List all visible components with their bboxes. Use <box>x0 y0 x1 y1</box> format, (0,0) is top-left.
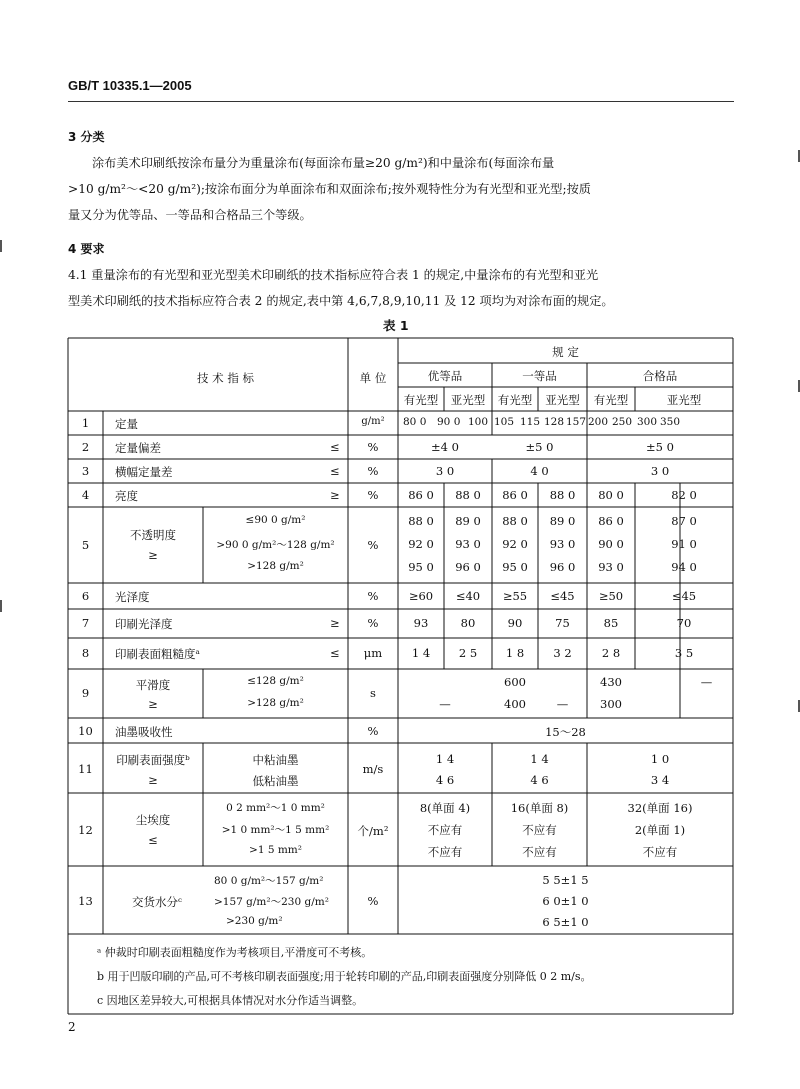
cell-value: — <box>556 697 569 711</box>
condition: 80 0 g/m²～157 g/m² <box>214 875 324 887</box>
row-number: 5 <box>81 538 90 552</box>
cell-value: 不应有 <box>522 845 557 859</box>
type-matte: 亚光型 <box>545 393 580 407</box>
cell-value: 32(单面 16) <box>627 801 693 815</box>
cell-value: 不应有 <box>522 823 557 837</box>
cell-value: 75 <box>555 616 570 630</box>
cell-value: 82 0 <box>671 488 697 502</box>
cell-value: 93 <box>413 616 429 630</box>
header-indicator: 技 术 指 标 <box>197 371 254 385</box>
cell-value: 1 4 <box>530 752 549 766</box>
cell-value: 96 0 <box>455 560 481 574</box>
cell-value: 1 4 <box>411 646 431 660</box>
cell-value: ≤40 <box>455 589 481 603</box>
cell-value: 89 0 <box>549 514 576 528</box>
cell-value: 85 <box>603 616 619 630</box>
row-name: 定量 <box>115 417 138 431</box>
cell-value: 400 <box>504 697 526 711</box>
cell-value: 2(单面 1) <box>634 823 686 837</box>
grammage-value: 350 <box>660 416 681 428</box>
row-name: 印刷表面粗糙度ᵃ <box>115 647 200 661</box>
row-unit: g/m² <box>361 416 385 427</box>
row-unit: μm <box>363 646 383 660</box>
grammage-value: 200 <box>588 416 609 428</box>
grammage-value: 250 <box>612 416 633 428</box>
cell-value: ≤45 <box>550 589 575 603</box>
cell-value: 430 <box>600 675 622 689</box>
cell-value: 6 5±1 0 <box>542 915 589 929</box>
row-number: 12 <box>78 823 93 837</box>
cell-value: 80 <box>460 616 476 630</box>
row-name: 尘埃度 <box>135 813 171 827</box>
type-glossy: 有光型 <box>403 393 439 407</box>
cell-value: 94 0 <box>671 560 697 574</box>
condition: 0 2 mm²～1 0 mm² <box>226 802 325 814</box>
row-symbol: ≥ <box>148 548 158 562</box>
row-number: 2 <box>81 440 90 454</box>
row-unit: m/s <box>362 762 384 776</box>
row-unit: % <box>367 538 379 552</box>
table-caption: 表 1 <box>383 318 409 333</box>
section-4-line: 4.1 重量涂布的有光型和亚光型美术印刷纸的技术指标应符合表 1 的规定,中量涂布的有光型和亚光 <box>68 268 599 282</box>
row-name: 定量偏差 <box>115 441 161 455</box>
grammage-value: 90 0 <box>437 416 461 428</box>
condition: >1 5 mm² <box>249 844 302 856</box>
section-3-line: 涂布美术印刷纸按涂布量分为重量涂布(每面涂布量≥20 g/m²)和中量涂布(每面涂布量 <box>92 156 555 170</box>
row-name: 横幅定量差 <box>115 465 173 479</box>
cell-value: 95 0 <box>502 560 528 574</box>
cell-value: 86 0 <box>502 488 528 502</box>
cell-value: 91 0 <box>671 537 697 551</box>
grade-first: 一等品 <box>522 369 557 383</box>
cell-value: — <box>439 697 451 711</box>
cell-value: 3 0 <box>650 464 670 478</box>
cell-value: 1 0 <box>650 752 670 766</box>
cell-value: 70 <box>676 616 692 630</box>
section-3-line: 量又分为优等品、一等品和合格品三个等级。 <box>68 208 312 222</box>
cell-value: 2 5 <box>458 646 478 660</box>
cell-value: 6 0±1 0 <box>542 894 589 908</box>
row-name: 油墨吸收性 <box>115 725 173 739</box>
condition: >230 g/m² <box>226 915 283 927</box>
cell-value: 88 0 <box>455 488 481 502</box>
cell-value: 90 <box>507 616 523 630</box>
cell-value: 3 4 <box>650 773 670 787</box>
cell-value: 1 4 <box>435 752 455 766</box>
header-spec: 规 定 <box>552 345 579 359</box>
row-number: 4 <box>81 488 90 502</box>
condition: >1 0 mm²～1 5 mm² <box>221 824 330 836</box>
row-unit: % <box>367 464 379 478</box>
table-note: ᵃ 仲裁时印刷表面粗糙度作为考核项目,平滑度可不考核。 <box>97 946 373 959</box>
row-symbol: ≤ <box>330 440 340 454</box>
cell-value: 88 0 <box>502 514 528 528</box>
row-unit: s <box>370 686 376 700</box>
cell-value: 80 0 <box>598 488 624 502</box>
row-name: 亮度 <box>115 489 138 503</box>
cell-value: 86 0 <box>408 488 434 502</box>
cell-value: 90 0 <box>598 537 624 551</box>
cell-value: 87 0 <box>671 514 697 528</box>
header-unit: 单 位 <box>359 371 387 385</box>
type-matte: 亚光型 <box>450 393 486 407</box>
grammage-value: 300 <box>637 416 658 428</box>
cell-value: 96 0 <box>549 560 576 574</box>
grammage-value: 157 <box>566 416 587 428</box>
row-number: 8 <box>81 646 90 660</box>
row-unit: % <box>367 589 379 603</box>
row-unit: 个/m² <box>357 824 389 838</box>
cell-value: 92 0 <box>502 537 528 551</box>
row-number: 9 <box>81 686 90 700</box>
cell-value: 93 0 <box>549 537 576 551</box>
cell-value: ≤45 <box>671 589 697 603</box>
row-symbol: ≥ <box>330 488 340 502</box>
cell-value: ≥50 <box>598 589 624 603</box>
cell-value: ≥60 <box>408 589 434 603</box>
cell-value: ≥55 <box>502 589 528 603</box>
row-name: 光泽度 <box>115 590 150 604</box>
section-4-title: 4 要求 <box>68 242 105 256</box>
standard-number: GB/T 10335.1—2005 <box>68 78 192 93</box>
cell-value: 2 8 <box>601 646 621 660</box>
section-3-line: >10 g/m²～<20 g/m²);按涂布面分为单面涂布和双面涂布;按外观特性分为有光型和亚光型;按质 <box>68 182 591 196</box>
condition: ≤128 g/m² <box>247 675 304 687</box>
cell-value: 600 <box>504 675 526 689</box>
row-symbol: ≤ <box>148 833 158 847</box>
cell-value: 3 0 <box>435 464 455 478</box>
row-number: 7 <box>81 616 90 630</box>
row-unit: % <box>367 440 379 454</box>
cell-value: 8(单面 4) <box>419 801 471 815</box>
table-note: b 用于凹版印刷的产品,可不考核印刷表面强度;用于轮转印刷的产品,印刷表面强度分别降低 0 2 m/s。 <box>97 970 592 983</box>
row-unit: % <box>367 894 379 908</box>
type-matte: 亚光型 <box>666 393 702 407</box>
cell-value: 16(单面 8) <box>510 801 569 815</box>
row-name: 不透明度 <box>130 528 176 542</box>
cell-value: 15～28 <box>545 725 586 739</box>
row-number: 11 <box>78 762 93 776</box>
condition: >157 g/m²～230 g/m² <box>214 896 329 908</box>
grammage-value: 115 <box>520 416 541 428</box>
cell-value: 不应有 <box>642 845 678 859</box>
grade-qualified: 合格品 <box>642 369 678 383</box>
cell-value: 不应有 <box>427 823 463 837</box>
grammage-value: 80 0 <box>403 416 427 428</box>
cell-value: 4 6 <box>435 773 455 787</box>
cell-value: 4 0 <box>530 464 549 478</box>
cell-value: 93 0 <box>455 537 481 551</box>
page-number: 2 <box>68 1020 76 1034</box>
type-glossy: 有光型 <box>593 393 629 407</box>
cell-value: ±5 0 <box>525 440 554 454</box>
section-4-line: 型美术印刷纸的技术指标应符合表 2 的规定,表中第 4,6,7,8,9,10,11 及 12 项均为对涂布面的规定。 <box>68 294 614 308</box>
row-symbol: ≥ <box>330 616 340 630</box>
type-glossy: 有光型 <box>497 393 533 407</box>
cell-value: 88 0 <box>549 488 576 502</box>
cell-value: — <box>700 675 713 689</box>
row-number: 6 <box>81 589 90 603</box>
cell-value: 88 0 <box>408 514 434 528</box>
cell-value: 86 0 <box>598 514 624 528</box>
cell-value: 92 0 <box>408 537 434 551</box>
condition: >90 0 g/m²～128 g/m² <box>216 539 335 551</box>
row-number: 10 <box>78 724 93 738</box>
row-unit: % <box>367 724 379 738</box>
grammage-value: 100 <box>468 416 489 428</box>
row-name: 交货水分ᶜ <box>132 895 182 909</box>
condition: 低粘油墨 <box>252 774 299 788</box>
condition: 中粘油墨 <box>252 753 299 767</box>
row-symbol: ≤ <box>330 464 340 478</box>
row-number: 1 <box>81 416 90 430</box>
cell-value: ±4 0 <box>431 440 459 454</box>
cell-value: 4 6 <box>530 773 549 787</box>
row-unit: % <box>367 616 379 630</box>
cell-value: 不应有 <box>427 845 463 859</box>
grammage-value: 128 <box>544 416 565 428</box>
cell-value: 3 2 <box>553 646 572 660</box>
condition: >128 g/m² <box>247 560 304 572</box>
row-name: 平滑度 <box>135 678 171 692</box>
row-number: 3 <box>81 464 90 478</box>
row-symbol: ≥ <box>148 697 158 711</box>
cell-value: 89 0 <box>455 514 481 528</box>
cell-value: 95 0 <box>408 560 434 574</box>
section-3-title: 3 分类 <box>68 130 105 144</box>
cell-value: ±5 0 <box>646 440 674 454</box>
row-name: 印刷光泽度 <box>115 617 173 631</box>
table-note: c 因地区差异较大,可根据具体情况对水分作适当调整。 <box>97 994 364 1007</box>
cell-value: 93 0 <box>598 560 624 574</box>
cell-value: 5 5±1 5 <box>542 873 589 887</box>
condition: ≤90 0 g/m² <box>245 514 306 526</box>
condition: >128 g/m² <box>247 697 304 709</box>
row-number: 13 <box>78 894 93 908</box>
row-symbol: ≥ <box>148 773 158 787</box>
row-name: 印刷表面强度ᵇ <box>116 753 190 767</box>
cell-value: 3 5 <box>674 646 694 660</box>
grade-top: 优等品 <box>427 369 463 383</box>
cell-value: 300 <box>600 697 622 711</box>
cell-value: 1 8 <box>505 646 525 660</box>
row-symbol: ≤ <box>330 646 340 660</box>
row-unit: % <box>367 488 379 502</box>
grammage-value: 105 <box>494 416 515 428</box>
